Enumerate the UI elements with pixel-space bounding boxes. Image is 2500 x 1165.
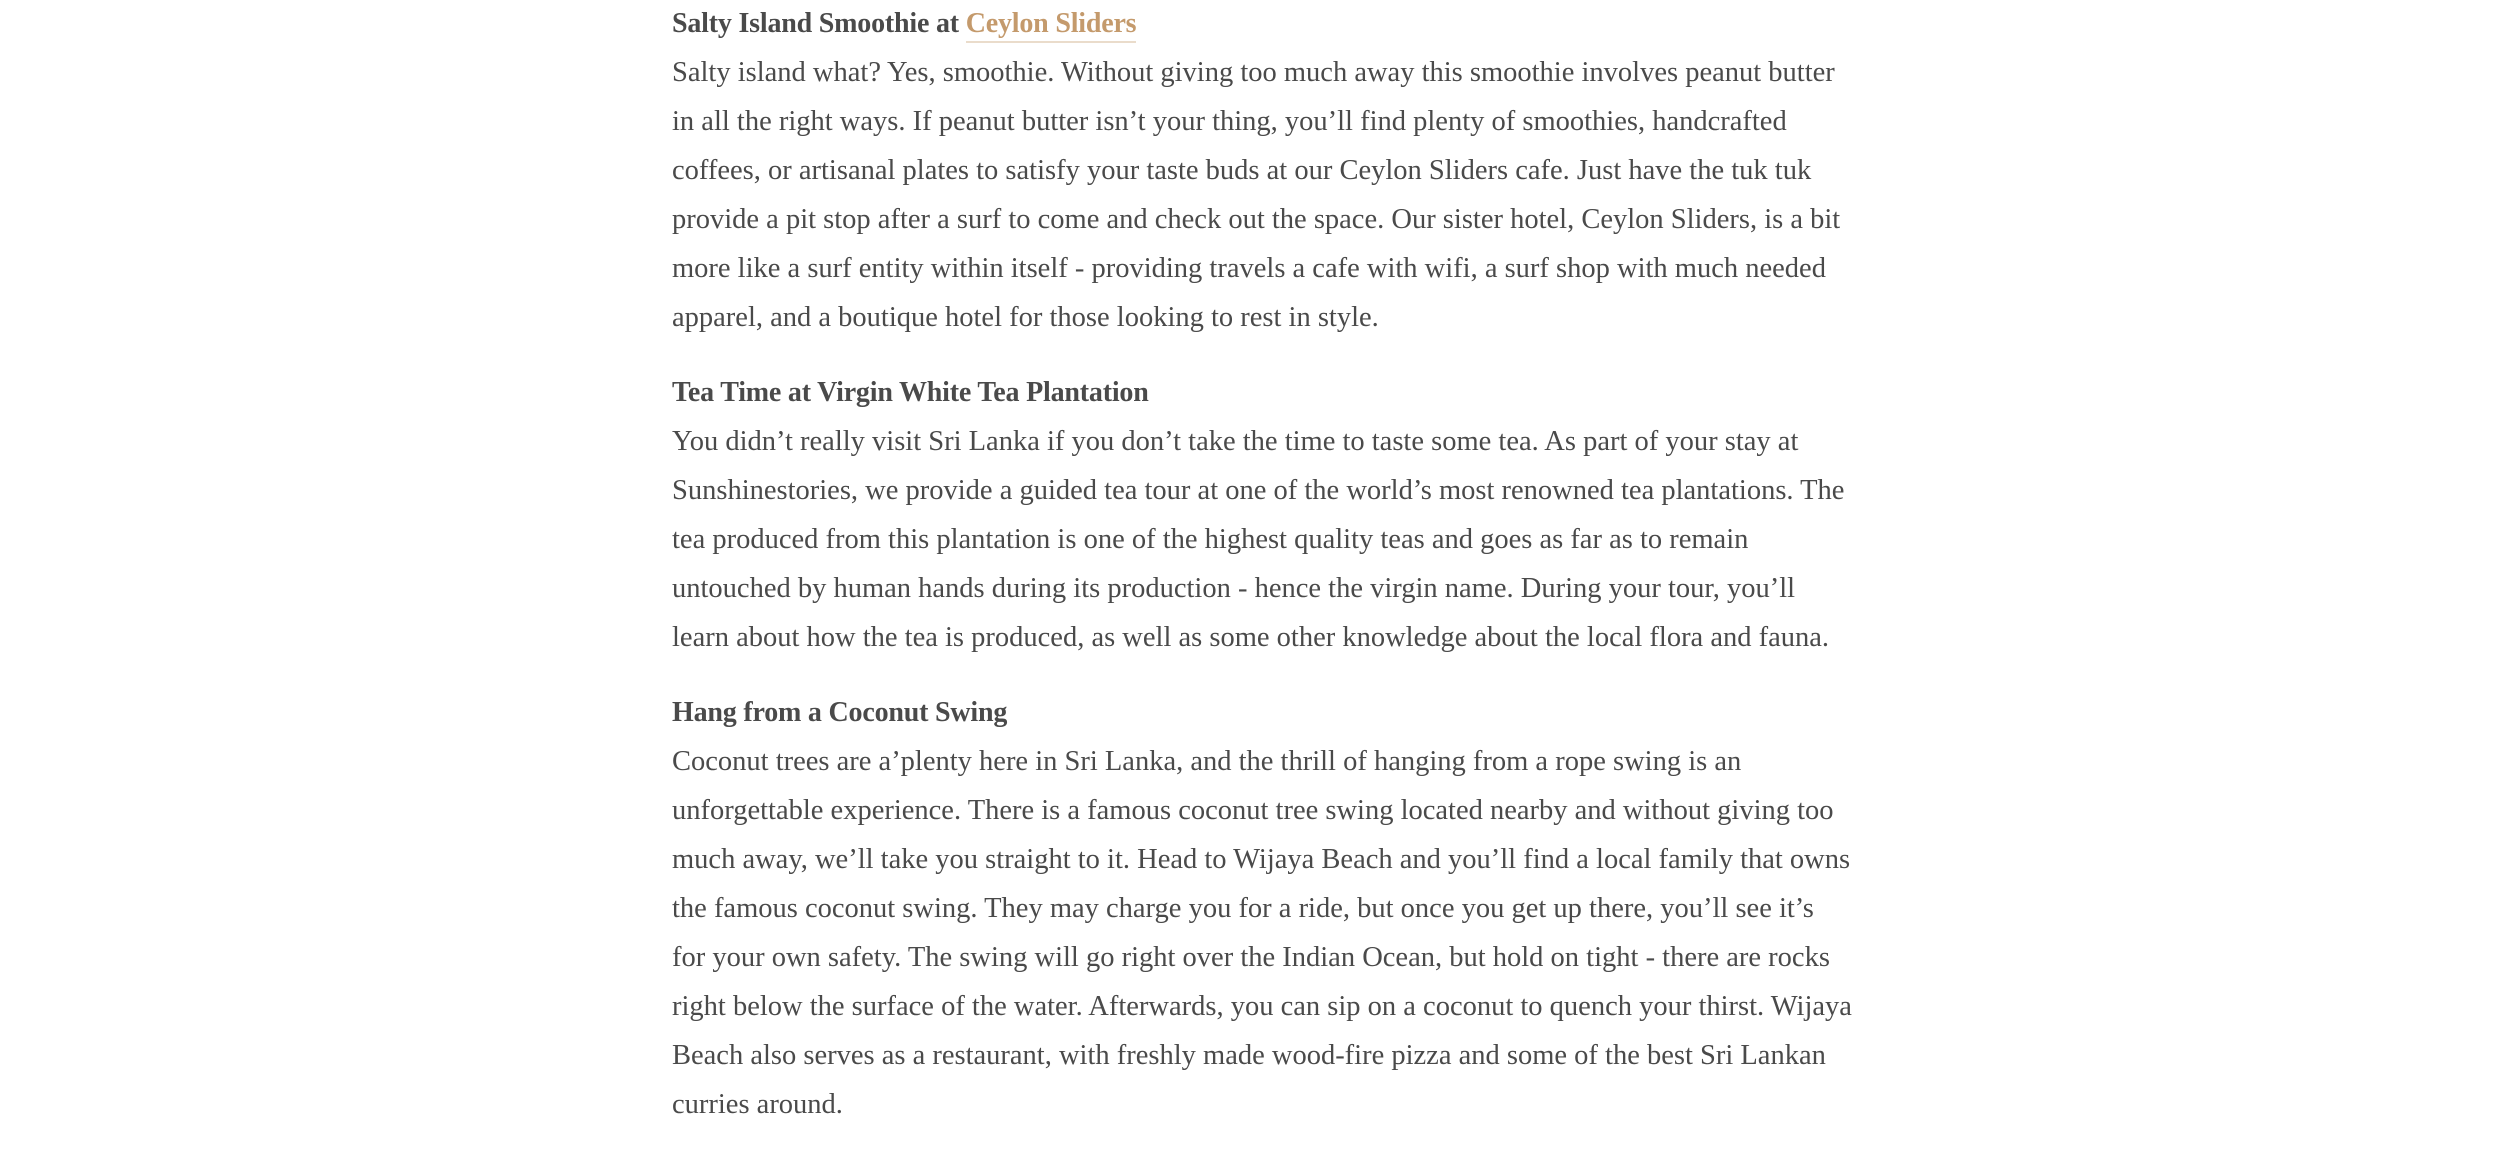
section-coconut-swing	[672, 689, 1852, 1129]
section-heading: Hang from a Coconut Swing	[672, 697, 1008, 728]
ceylon-sliders-link[interactable]: Ceylon Sliders	[966, 8, 1137, 43]
section-heading: Tea Time at Virgin White Tea Plantation	[672, 377, 1149, 408]
section-body: Coconut trees are a’plenty here in Sri Lanka, and the thrill of hanging from a rope swing is an unforgettable experience. There is a famous coconut tree swing located nearby and without giving too much away, we’ll take you straight to it. Head to Wijaya Beach and you’ll find a local family that owns the famous coconut swing. They may charge you for a ride, but once you get up there, you’ll see it’s for your own safety. The swing will go right over the Indian Ocean, but hold on tight - there are rocks right below the surface of the water. Afterwards, you can sip on a coconut to quench your thirst. Wijaya Beach also serves as a restaurant, with freshly made wood-fire pizza and some of the best Sri Lankan curries around.	[672, 746, 1852, 1120]
section-heading-text: Salty Island Smoothie at	[672, 8, 966, 39]
section-body: Salty island what? Yes, smoothie. Without giving too much away this smoothie involves peanut butter in all the right ways. If peanut butter isn’t your thing, you’ll find plenty of smoothies, handcrafted coffees, or artisanal plates to satisfy your taste buds at our Ceylon Sliders cafe. Just have the tuk tuk provide a pit stop after a surf to come and check out the space. Our sister hotel, Ceylon Sliders, is a bit more like a surf entity within itself - providing travels a cafe with wifi, a surf shop with much needed apparel, and a boutique hotel for those looking to rest in style.	[672, 57, 1841, 333]
section-body: You didn’t really visit Sri Lanka if you don’t take the time to taste some tea. As part of your stay at Sunshinestories, we provide a guided tea tour at one of the world’s most renowned tea plantations. The tea produced from this plantation is one of the highest quality teas and goes as far as to remain untouched by human hands during its production - hence the virgin name. During your tour, you’ll learn about how the tea is produced, as well as some other knowledge about the local flora and fauna.	[672, 426, 1845, 653]
section-salty-island-smoothie	[672, 0, 1852, 342]
section-tea-time	[672, 369, 1852, 662]
article-content	[672, 0, 1852, 1129]
section-heading	[672, 0, 1852, 48]
